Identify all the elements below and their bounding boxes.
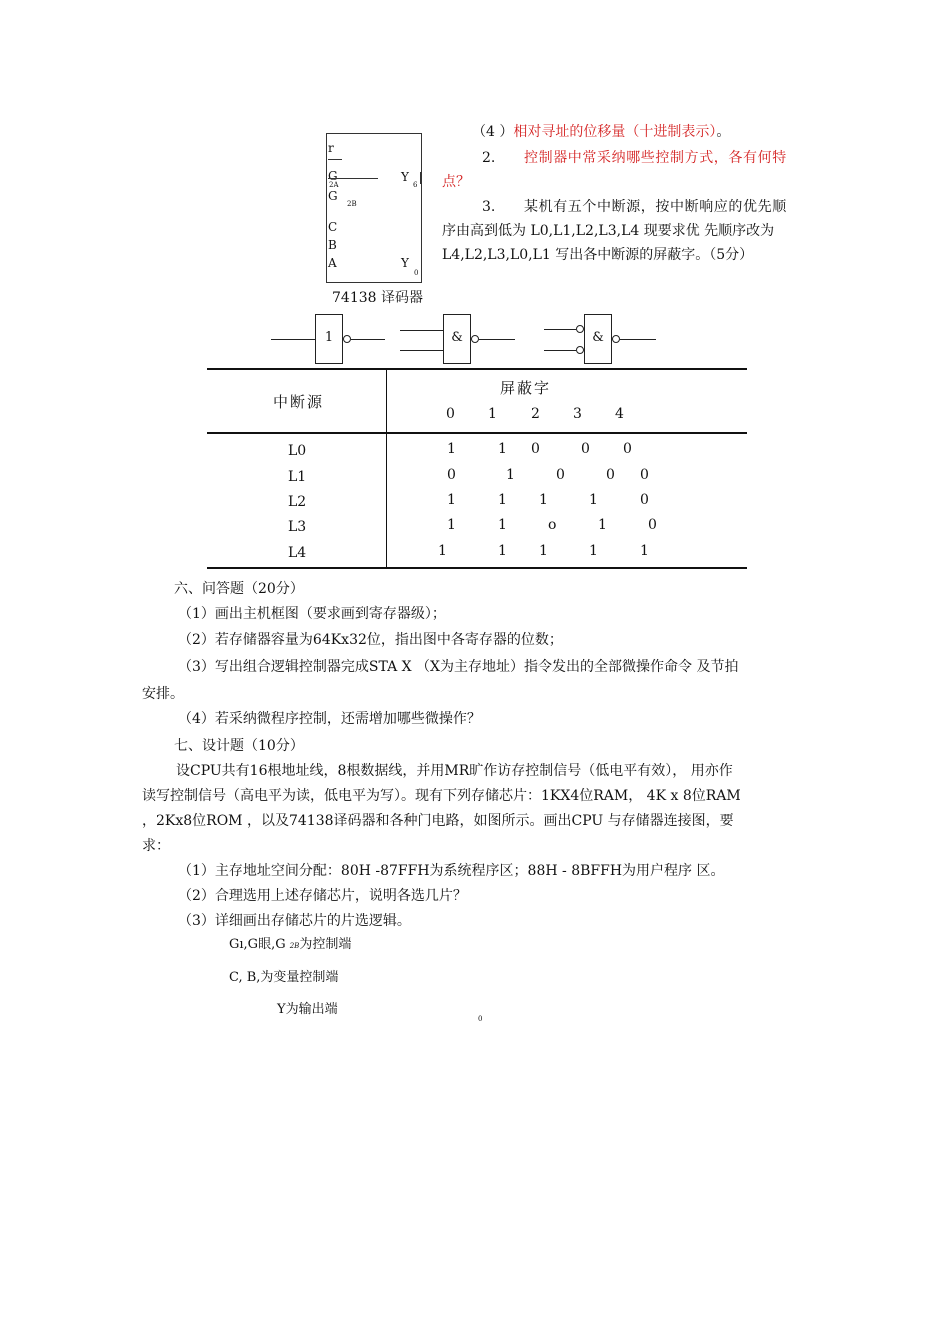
table-row-bit: 1 xyxy=(539,543,548,559)
note-output-pins: Y为输出端 xyxy=(277,1002,338,1017)
or-gate-input-wire xyxy=(271,339,316,340)
section7-q3: （3）详细画出存储芯片的片选逻辑。 xyxy=(178,913,411,929)
chip-overbar xyxy=(328,159,342,160)
table-row-bit: 1 xyxy=(447,492,456,508)
chip-y6: Y xyxy=(401,170,409,184)
table-row-bit: 1 xyxy=(447,441,456,457)
nand-gate-input-wire-1 xyxy=(544,329,576,330)
table-row-bit: 1 xyxy=(498,492,507,508)
chip-g1: G xyxy=(328,169,338,183)
table-row-bit: 1 xyxy=(498,441,507,457)
table-row-source: L3 xyxy=(288,519,307,535)
table-row-bit: 0 xyxy=(556,467,565,483)
nand-gate-output-bubble xyxy=(612,335,620,343)
table-column-divider xyxy=(386,369,387,567)
table-bit-label: 0 xyxy=(446,406,455,422)
and-gate-input-wire-1 xyxy=(400,330,444,331)
chip-r: r xyxy=(328,141,334,155)
chip-overbar-2 xyxy=(328,178,378,179)
q2-line1: 控制器中常采纳哪些控制方式，各有何特 xyxy=(524,150,787,166)
and-gate-label: & xyxy=(451,330,463,345)
table-row-bit: 0 xyxy=(581,441,590,457)
table-row-bit: 1 xyxy=(589,492,598,508)
table-header-rule xyxy=(207,432,747,434)
table-row-bit: 1 xyxy=(498,543,507,559)
table-row-bit: 0 xyxy=(640,467,649,483)
nand-gate-input-wire-2 xyxy=(544,350,576,351)
table-bit-label: 4 xyxy=(615,406,624,422)
nand-gate-label: & xyxy=(592,330,604,345)
nand-gate-output-wire xyxy=(620,339,656,340)
table-row-bit: 0 xyxy=(447,467,456,483)
table-row-source: L0 xyxy=(288,443,307,459)
table-row-bit: 0 xyxy=(623,441,632,457)
and-gate-bubble xyxy=(471,335,479,343)
chip-c: C xyxy=(328,220,338,234)
q3-num: 3. xyxy=(482,199,496,215)
table-row-source: L4 xyxy=(288,545,307,561)
table-header-source: 中断源 xyxy=(273,393,325,411)
decoder-74138-chip xyxy=(326,133,422,283)
table-row-bit: 1 xyxy=(539,492,548,508)
or-gate-label: 1 xyxy=(324,330,334,345)
table-row-bit: 0 xyxy=(606,467,615,483)
table-row-bit: 0 xyxy=(648,517,657,533)
nand-gate xyxy=(584,314,612,364)
nand-gate-input-bubble-2 xyxy=(576,346,584,354)
section7-para-line1: 设CPU共有16根地址线，8根数据线，并用MR旷作访存控制信号（低电平有效）， 用亦作 xyxy=(176,763,733,779)
q3-line2: 序由高到低为 L0,L1,L2,L3,L4 现要求优 先顺序改为 xyxy=(442,223,775,239)
chip-y6-sub: 6 xyxy=(413,181,418,189)
chip-b: B xyxy=(328,238,337,252)
or-gate-bubble xyxy=(343,335,351,343)
table-bit-label: 3 xyxy=(573,406,582,422)
section7-para-line3: ，2Kx8位ROM ，以及74138译码器和各种门电路，如图所示。画出CPU 与存储器连接图，要 xyxy=(142,813,734,829)
note-control-mid: ı,G眼,G xyxy=(239,937,290,952)
section7-q1: （1）主存地址空间分配：80H -87FFH为系统程序区；88H - 8BFFH为用户程序 区。 xyxy=(178,863,725,879)
q2-num: 2. xyxy=(482,150,496,166)
table-row-source: L2 xyxy=(288,494,307,510)
chip-y0: Y xyxy=(401,256,409,270)
section6-q1: （1）画出主机框图（要求画到寄存器级）； xyxy=(178,606,446,622)
section7-q2: （2）合理选用上述存储芯片，说明各选几片？ xyxy=(178,888,467,904)
table-row-bit: o xyxy=(548,517,557,533)
chip-g2a-sub: 2A xyxy=(329,181,339,189)
q-part4 xyxy=(472,123,730,141)
section6-q3-line1: （3）写出组合逻辑控制器完成STA X （X为主存地址）指令发出的全部微操作命令 及节拍 xyxy=(178,659,739,675)
table-row-bit: 1 xyxy=(640,543,649,559)
nand-gate-input-bubble-1 xyxy=(576,325,584,333)
table-top-rule xyxy=(207,368,747,370)
table-bit-label: 2 xyxy=(531,406,540,422)
section7-para-line2: 读写控制信号（高电平为读，低电平为写）。现有下列存储芯片：1KX4位RAM， 4K x 8位RAM xyxy=(142,788,741,804)
and-gate-output-wire xyxy=(479,339,515,340)
q2-line2: 点？ xyxy=(442,174,470,190)
note-control-g: G xyxy=(229,937,240,952)
or-gate xyxy=(315,314,343,364)
section6-q4: （4）若采纳微程序控制，还需增加哪些微操作？ xyxy=(178,711,481,727)
chip-pin-tick xyxy=(420,172,421,184)
note-control-sub: 2B xyxy=(289,942,300,950)
and-gate xyxy=(443,314,471,364)
chip-y0-sub: 0 xyxy=(414,269,419,277)
note-control-tail: 为控制端 xyxy=(299,937,352,952)
table-row-bit: 0 xyxy=(640,492,649,508)
table-row-bit: 1 xyxy=(498,517,507,533)
or-gate-output-wire xyxy=(351,339,385,340)
note-control-pins xyxy=(229,936,351,955)
table-row-bit: 1 xyxy=(438,543,447,559)
table-bottom-rule xyxy=(207,567,747,569)
section6-q2: （2）若存储器容量为64Kx32位，指出图中各寄存器的位数； xyxy=(178,632,563,648)
q3-line1: 某机有五个中断源，按中断响应的优先顺 xyxy=(524,199,787,215)
chip-caption: 74138 译码器 xyxy=(332,290,423,306)
q-part4-suffix: 。 xyxy=(716,124,731,140)
table-row-bit: 0 xyxy=(531,441,540,457)
q-part4-prefix: （4 ） xyxy=(472,124,514,140)
table-row-source: L1 xyxy=(288,469,307,485)
table-row-bit: 1 xyxy=(506,467,515,483)
chip-g2b-sub: 2B xyxy=(347,200,357,208)
table-header-mask: 屏蔽字 xyxy=(500,379,552,397)
table-bit-label: 1 xyxy=(488,406,497,422)
section6-title: 六、问答题（20分） xyxy=(174,581,304,597)
q3-line3: L4,L2,L3,L0,L1 写出各中断源的屏蔽字。（5分） xyxy=(442,247,754,263)
section6-q3-line2: 安排。 xyxy=(142,686,184,702)
chip-a: A xyxy=(328,256,337,270)
section7-para-line4: 求： xyxy=(142,838,170,854)
note-output-sub: 0 xyxy=(478,1015,483,1023)
note-variable-pins: C, B,为变量控制端 xyxy=(229,970,339,985)
and-gate-input-wire-2 xyxy=(400,350,444,351)
section7-title: 七、设计题（10分） xyxy=(174,738,304,754)
table-row-bit: 1 xyxy=(447,517,456,533)
table-row-bit: 1 xyxy=(589,543,598,559)
table-row-bit: 1 xyxy=(598,517,607,533)
chip-g2b: G xyxy=(328,189,338,203)
q-part4-red: 相对寻址的位移量（十进制表示） xyxy=(513,124,717,140)
